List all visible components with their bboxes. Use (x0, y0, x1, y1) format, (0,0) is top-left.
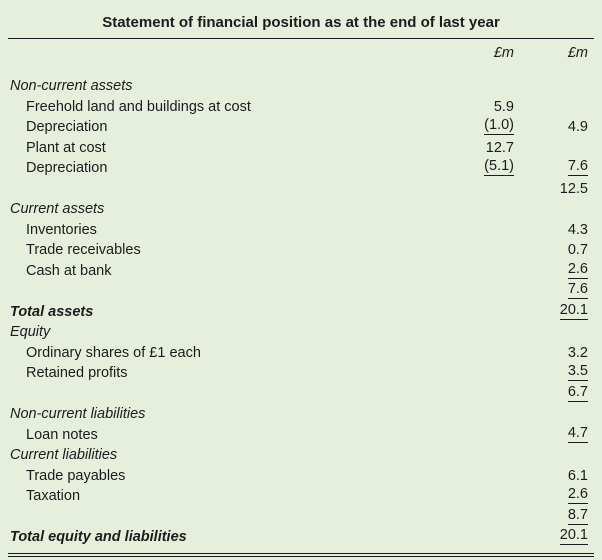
amount-col2: 8.7 (567, 506, 588, 523)
amount-col2: 20.1 (559, 301, 588, 318)
column-header-row (0, 43, 602, 63)
statement-row (0, 445, 602, 465)
statement-row (0, 302, 602, 322)
total-label: Total equity and liabilities (10, 529, 187, 545)
statement-row (0, 158, 602, 178)
line-item-label: Cash at bank (26, 262, 112, 279)
amount-col2: 3.5 (567, 363, 588, 379)
amount-col2: 2.6 (567, 260, 588, 277)
statement-row (0, 466, 602, 486)
statement-row (0, 138, 602, 158)
statement-row (0, 486, 602, 506)
amount-col2: 4.3 (567, 221, 588, 238)
amount-col2: 4.9 (567, 119, 588, 135)
amount-col2: 0.7 (567, 242, 588, 258)
line-item-label: Freehold land and buildings at cost (26, 98, 251, 115)
statement-row (0, 76, 602, 96)
amount-col1: (1.0) (484, 117, 514, 133)
line-item-label: Depreciation (26, 160, 108, 176)
section-heading: Non-current liabilities (10, 406, 146, 422)
line-item-label: Inventories (26, 221, 97, 238)
statement-row (0, 322, 602, 342)
amount-col2: 2.6 (567, 486, 588, 502)
amount-col1: 5.9 (493, 98, 514, 115)
section-heading: Equity (10, 324, 51, 340)
column-header-2: £m (567, 45, 588, 61)
statement-row (0, 199, 602, 219)
statement-row (0, 117, 602, 137)
line-item-label: Plant at cost (26, 139, 106, 156)
statement-row (0, 220, 602, 240)
amount-col1: (5.1) (484, 158, 514, 174)
bottom-rule (8, 553, 594, 554)
amount-col2: 6.1 (567, 467, 588, 484)
section-heading: Current assets (10, 201, 105, 217)
section-heading: Non-current assets (10, 78, 133, 94)
amount-col2: 20.1 (559, 527, 588, 543)
amount-col2: 6.7 (567, 383, 588, 400)
amount-col1: 12.7 (485, 139, 514, 156)
top-rule (8, 38, 594, 39)
amount-col2: 12.5 (559, 180, 588, 197)
bottom-rule-double (8, 556, 594, 557)
line-item-label: Retained profits (26, 365, 128, 381)
amount-col2: 4.7 (567, 424, 588, 441)
statement-row (0, 363, 602, 383)
statement-row (0, 179, 602, 199)
section-heading: Current liabilities (10, 447, 118, 463)
line-item-label: Ordinary shares of £1 each (26, 344, 201, 361)
amount-col2: 3.2 (567, 344, 588, 361)
statement-row (0, 507, 602, 527)
statement-row (0, 97, 602, 117)
line-item-label: Trade receivables (26, 242, 141, 258)
statement-row (0, 281, 602, 301)
statement-row (0, 384, 602, 404)
statement-row (0, 240, 602, 260)
statement-row (0, 343, 602, 363)
column-header-1: £m (493, 45, 514, 61)
total-label: Total assets (10, 303, 94, 320)
line-item-label: Depreciation (26, 119, 108, 135)
statement-row (0, 425, 602, 445)
statement-row (0, 261, 602, 281)
line-item-label: Taxation (26, 488, 81, 504)
statement-row (0, 404, 602, 424)
line-item-label: Loan notes (26, 426, 98, 443)
amount-col2: 7.6 (567, 158, 588, 174)
statement-title: Statement of financial position as at the end of last year (102, 14, 500, 31)
statement-row (0, 527, 602, 547)
amount-col2: 7.6 (567, 281, 588, 297)
line-item-label: Trade payables (26, 467, 126, 484)
